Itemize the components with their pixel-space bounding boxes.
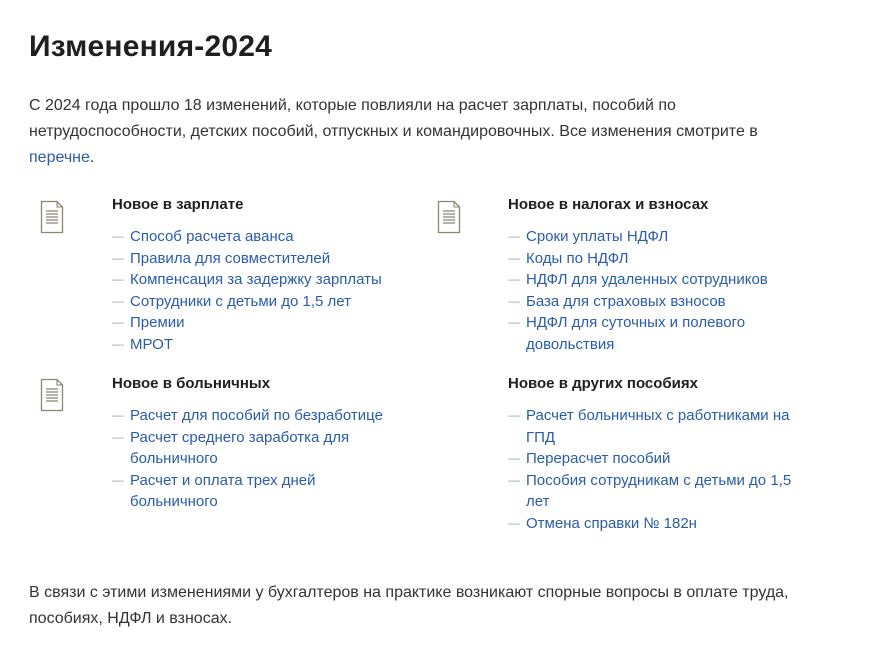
list-item[interactable]: — Компенсация за задержку зарплаты bbox=[112, 269, 452, 291]
document-icon bbox=[40, 200, 64, 234]
list-item[interactable]: — Сотрудники с детьми до 1,5 лет bbox=[112, 291, 452, 313]
list-item[interactable]: — Премии bbox=[112, 312, 452, 334]
section-heading: Новое в больничных bbox=[112, 375, 271, 392]
changes-list-link[interactable]: перечне bbox=[29, 149, 90, 166]
list-item[interactable]: — Сроки уплаты НДФЛ bbox=[508, 226, 808, 248]
list-item[interactable]: — Способ расчета аванса bbox=[112, 226, 452, 248]
page-title: Изменения-2024 bbox=[29, 30, 273, 63]
intro-paragraph bbox=[29, 93, 789, 171]
intro-text: С 2024 года прошло 18 изменений, которые повлияли на расчет зарплаты, пособий по нетрудоспособности, детских пособий, отпускных и командировочных. Все изменения смотрите в bbox=[29, 97, 758, 140]
list-item[interactable]: — База для страховых взносов bbox=[508, 291, 808, 313]
list-item[interactable]: — Расчет для пособий по безработице bbox=[112, 405, 387, 427]
list-item[interactable]: — Расчет больничных с работниками на ГПД bbox=[508, 405, 798, 448]
list-item[interactable]: — НДФЛ для удаленных сотрудников bbox=[508, 269, 808, 291]
intro-text-end: . bbox=[89, 149, 95, 166]
section-salary bbox=[112, 195, 452, 355]
section-links bbox=[508, 405, 798, 534]
list-item[interactable]: — Правила для совместителей bbox=[112, 248, 452, 270]
section-links bbox=[112, 405, 387, 513]
section-links bbox=[112, 226, 452, 355]
list-item[interactable]: — Пособия сотрудникам с детьми до 1,5 лет bbox=[508, 470, 798, 513]
list-item[interactable]: — Перерасчет пособий bbox=[508, 448, 798, 470]
section-heading: Новое в налогах и взносах bbox=[508, 196, 709, 213]
list-item[interactable]: — МРОТ bbox=[112, 334, 452, 356]
document-icon bbox=[437, 200, 461, 234]
section-heading: Новое в зарплате bbox=[112, 196, 244, 213]
document-icon bbox=[40, 378, 64, 412]
section-other-benefits bbox=[508, 374, 798, 534]
section-sick-leave bbox=[112, 374, 387, 513]
section-links bbox=[508, 226, 808, 355]
section-taxes bbox=[508, 195, 808, 355]
list-item[interactable]: — Расчет и оплата трех дней больничного bbox=[112, 470, 387, 513]
list-item[interactable]: — НДФЛ для суточных и полевого довольствия bbox=[508, 312, 808, 355]
list-item[interactable]: — Коды по НДФЛ bbox=[508, 248, 808, 270]
outro-paragraph: В связи с этими изменениями у бухгалтеров на практике возникают спорные вопросы в оплате труда, пособиях, НДФЛ и взносах. bbox=[29, 584, 789, 627]
list-item[interactable]: — Отмена справки № 182н bbox=[508, 513, 798, 535]
section-heading: Новое в других пособиях bbox=[508, 375, 698, 392]
list-item[interactable]: — Расчет среднего заработка для больничного bbox=[112, 427, 387, 470]
